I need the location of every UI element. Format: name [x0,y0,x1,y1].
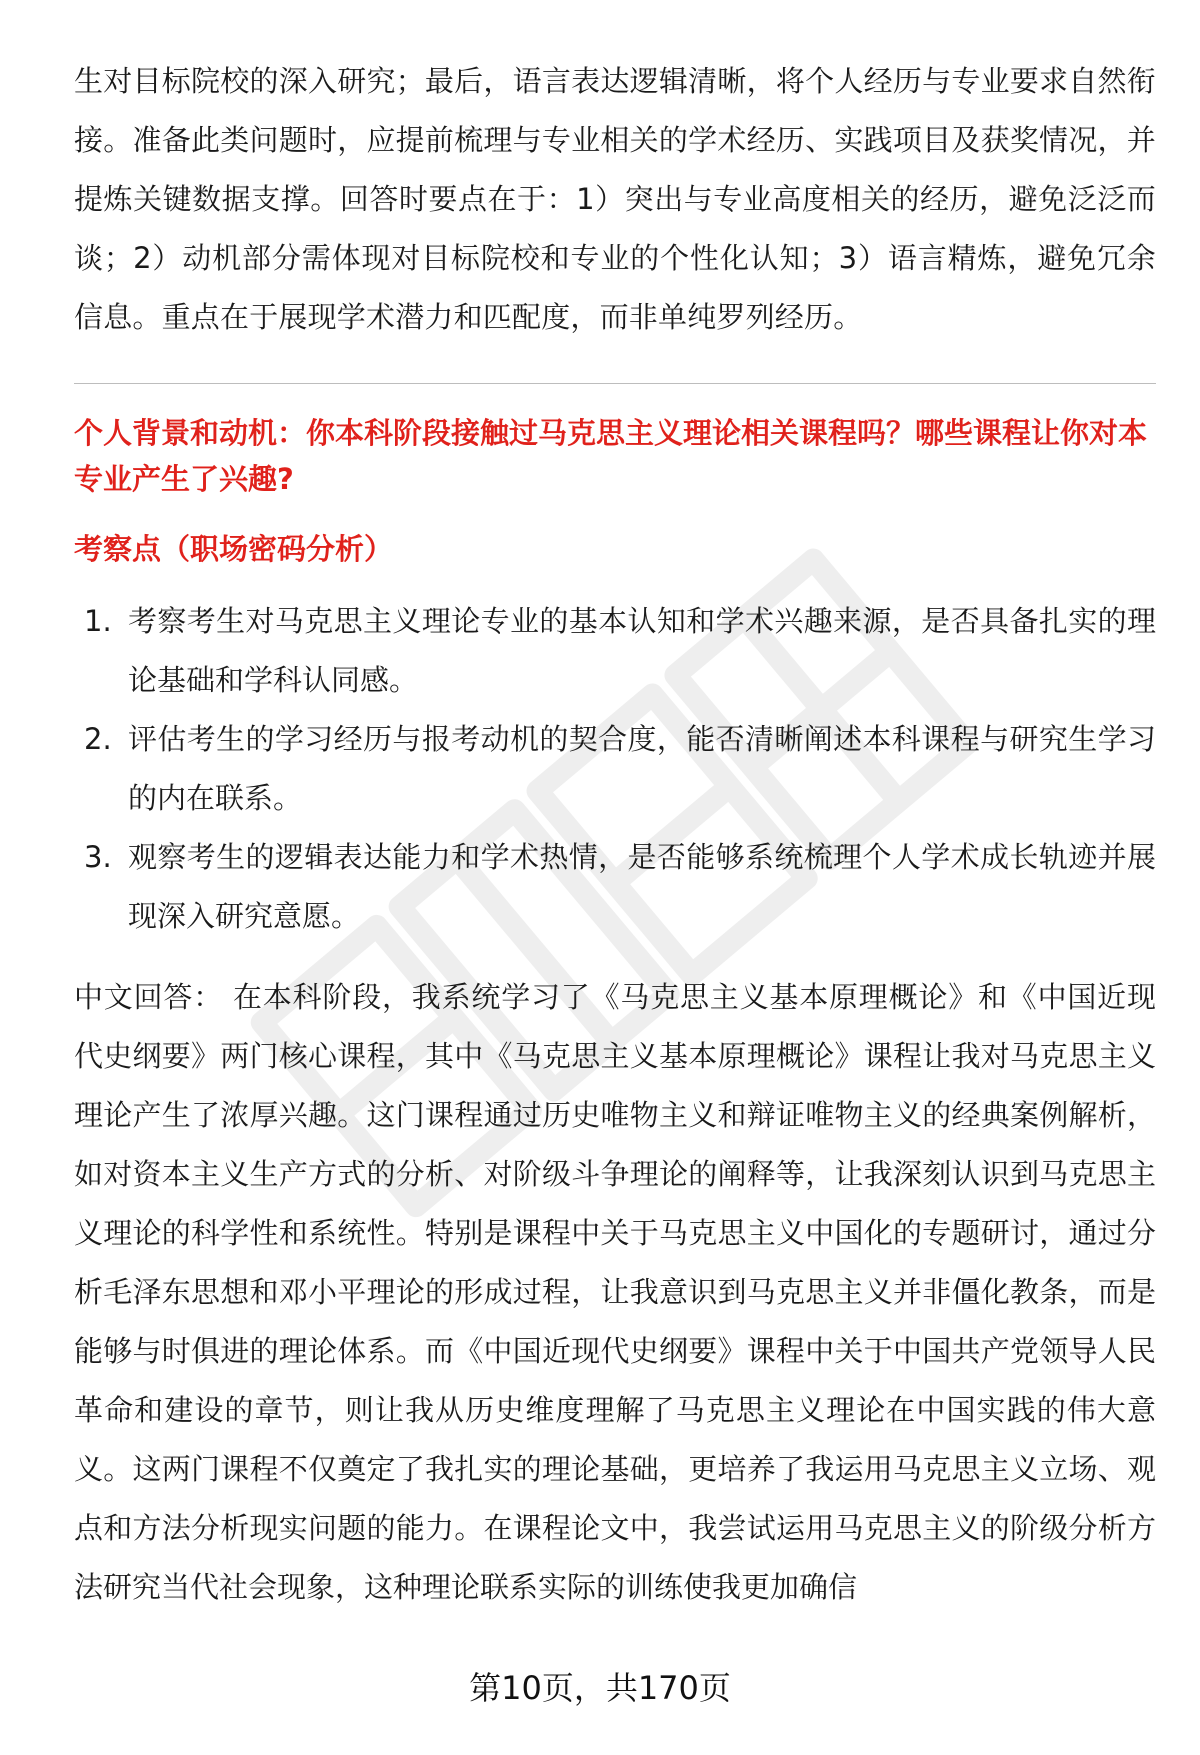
content-area [74,52,1156,1617]
list-item-number: 3. [84,840,112,874]
list-item-text: 评估考生的学习经历与报考动机的契合度，能否清晰阐述本科课程与研究生学习的内在联系。 [128,722,1156,815]
section-divider [74,383,1156,384]
list-item-number: 1. [84,604,112,638]
list-item [74,592,1156,710]
intro-paragraph: 生对目标院校的深入研究；最后，语言表达逻辑清晰，将个人经历与专业要求自然衔接。准备此类问题时，应提前梳理与专业相关的学术经历、实践项目及获奖情况，并提炼关键数据支撑。回答时要点在于：1）突出与专业高度相关的经历，避免泛泛而谈；2）动机部分需体现对目标院校和专业的个性化认知；3）语言精炼，避免冗余信息。重点在于展现学术潜力和匹配度，而非单纯罗列经历。 [74,64,1156,334]
assessment-subheading: 考察点（职场密码分析） [74,532,394,566]
answer-paragraph: 中文回答： 在本科阶段，我系统学习了《马克思主义基本原理概论》和《中国近现代史纲要》两门核心课程，其中《马克思主义基本原理概论》课程让我对马克思主义理论产生了浓厚兴趣。这门课程通过历史唯物主义和辩证唯物主义的经典案例解析，如对资本主义生产方式的分析、对阶级斗争理论的阐释等，让我深刻认识到马克思主义理论的科学性和系统性。特别是课程中关于马克思主义中国化的专题研讨，通过分析毛泽东思想和邓小平理论的形成过程，让我意识到马克思主义并非僵化教条，而是能够与时俱进的理论体系。而《中国近现代史纲要》课程中关于中国共产党领导人民革命和建设的章节，则让我从历史维度理解了马克思主义理论在中国实践的伟大意义。这两门课程不仅奠定了我扎实的理论基础，更培养了我运用马克思主义立场、观点和方法分析现实问题的能力。在课程论文中，我尝试运用马克思主义的阶级分析方法研究当代社会现象，这种理论联系实际的训练使我更加确信 [74,980,1156,1604]
list-item-text: 观察考生的逻辑表达能力和学术热情，是否能够系统梳理个人学术成长轨迹并展现深入研究意愿。 [128,840,1156,933]
list-item-number: 2. [84,722,112,756]
assessment-points-list [74,592,1156,946]
question-heading: 个人背景和动机：你本科阶段接触过马克思主义理论相关课程吗？哪些课程让你对本专业产生了兴趣? [74,416,1148,496]
list-item [74,828,1156,946]
list-item-text: 考察考生对马克思主义理论专业的基本认知和学术兴趣来源，是否具备扎实的理论基础和学科认同感。 [128,604,1156,697]
page-number-footer: 第10页，共170页 [469,1669,731,1707]
list-item [74,710,1156,828]
